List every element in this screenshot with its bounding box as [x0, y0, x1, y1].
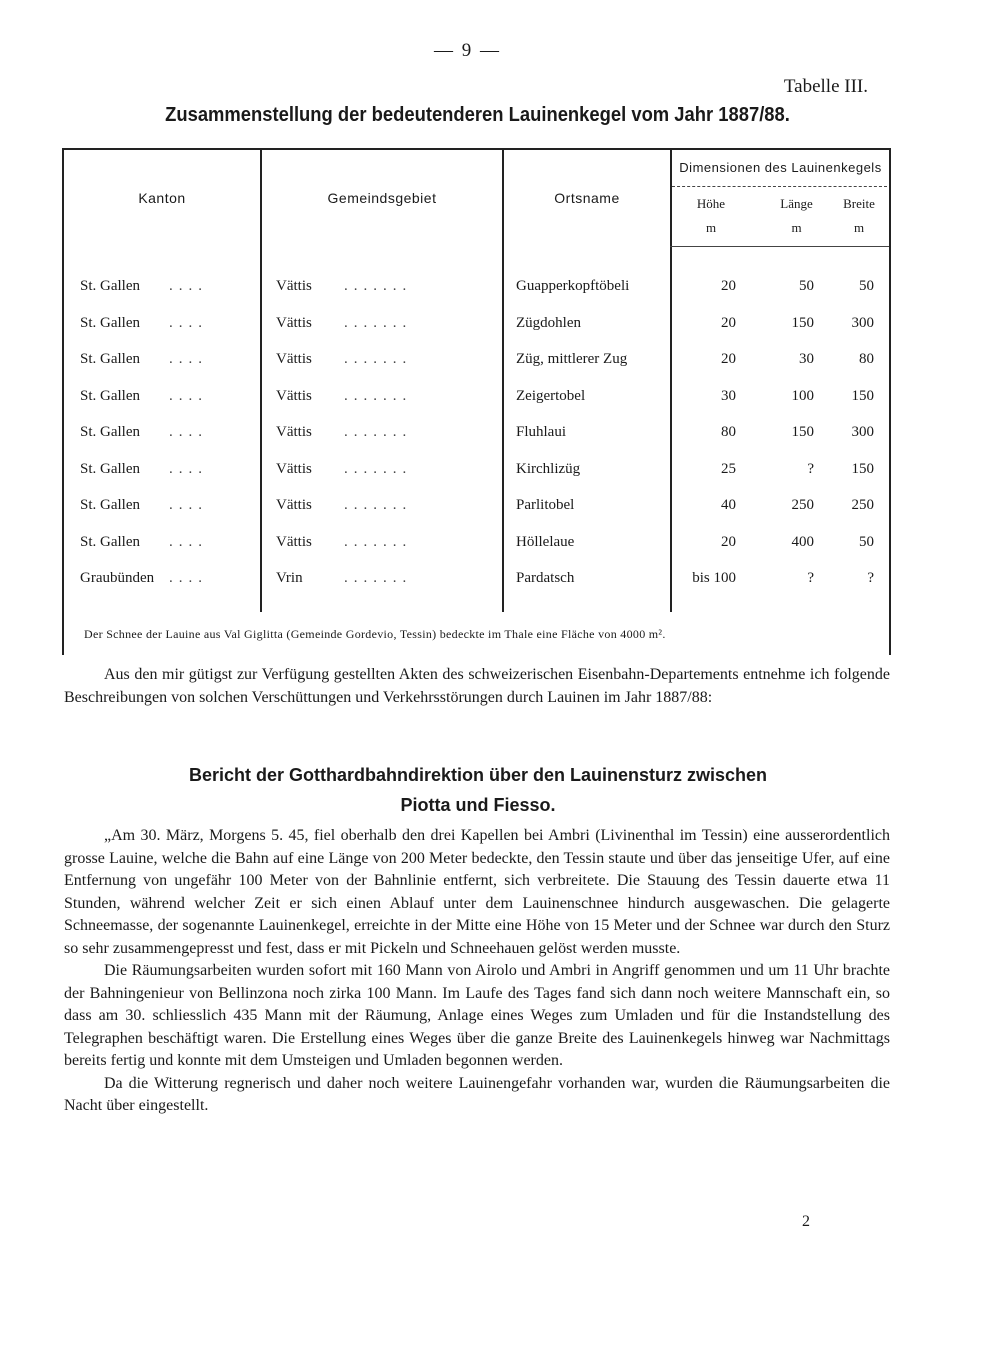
table-row: [64, 461, 889, 491]
leader-dots: .......: [344, 497, 413, 513]
header-breite: Breite: [843, 196, 875, 211]
cell-gemeinde: Vättis: [276, 424, 312, 440]
cell-kanton: St. Gallen: [80, 533, 140, 550]
cell-ortsname: Kirchlizüg: [516, 460, 581, 477]
cell-kanton: St. Gallen: [80, 497, 140, 513]
table-row: [64, 351, 889, 381]
table-row: [64, 570, 889, 600]
cell-ortsname: Zügdohlen: [516, 314, 581, 331]
page-number: — 9 —: [434, 40, 501, 61]
header-laenge-unit: m: [791, 220, 802, 235]
cell-kanton: St. Gallen: [80, 351, 140, 367]
leader-dots: .......: [344, 570, 413, 586]
table-label: Tabelle III.: [783, 76, 868, 97]
leader-dots: ....: [169, 533, 208, 550]
cell-gemeinde: Vättis: [276, 460, 312, 477]
header-breite-unit: m: [853, 220, 865, 235]
cell-hoehe: 20: [721, 351, 736, 367]
cell-breite: 50: [859, 533, 874, 550]
header-divider: [670, 246, 889, 247]
leader-dots: .......: [344, 387, 413, 404]
report-body: [64, 825, 890, 1118]
header-hoehe: Höhe: [696, 196, 726, 211]
cell-kanton: St. Gallen: [80, 460, 140, 477]
cell-gemeinde: Vättis: [276, 314, 312, 331]
cell-ortsname: Parlitobel: [516, 497, 575, 513]
cell-hoehe: 20: [721, 533, 736, 550]
header-ortsname: Ortsname: [554, 190, 620, 206]
table-row: [64, 497, 889, 527]
leader-dots: .......: [344, 278, 413, 294]
cell-laenge: 150: [791, 314, 814, 331]
cell-kanton: St. Gallen: [80, 278, 140, 294]
leader-dots: ....: [169, 278, 208, 294]
report-paragraph: Da die Witterung regnerisch und daher noch weitere Lauinengefahr vorhanden war, wurden die Räumungsarbeiten die Nacht über eingestellt.: [64, 1074, 890, 1114]
cell-ortsname: Zeigertobel: [516, 387, 586, 404]
report-paragraph: „Am 30. März, Morgens 5. 45, fiel oberhalb den drei Kapellen bei Ambri (Livinenthal im Tessin) eine ausserordentlich grosse Lauine, welche die Bahn auf eine Länge von 200 Meter bedeckte, den Tessin staute und über das jenseitige Ufer, auf eine Entfernung von ungefähr 100 Meter von der Bahnlinie entfernt, sich verbreitete. Die Stauung des Tessin dauerte etwa 11 Stunden, während welcher Zeit er sich einen Ablauf unter dem Lauinenschnee hindurch ausgewaschen. Die gelagerte Schneemasse, der sogenannte Lauinenkegel, erreichte in der Mitte eine Höhe von 15 Meter und der Schnee war durch den Sturz so sehr zusammengepresst und fest, dass er mit Pickeln und Schneehauen gelöst werden musste.: [64, 827, 890, 957]
cell-hoehe: 40: [721, 497, 736, 513]
cell-gemeinde: Vrin: [276, 570, 303, 586]
header-gemeinde: Gemeindsgebiet: [327, 190, 437, 206]
cell-breite: 300: [851, 424, 874, 440]
cell-gemeinde: Vättis: [276, 351, 312, 367]
section-title-line-2: Piotta und Fiesso.: [400, 795, 556, 815]
cell-hoehe: 80: [721, 424, 736, 440]
cell-breite: 300: [851, 314, 874, 331]
leader-dots: .......: [344, 533, 413, 550]
header-hoehe-unit: m: [705, 220, 717, 235]
report-paragraph: Die Räumungsarbeiten wurden sofort mit 160 Mann von Airolo und Ambri in Angriff genommen und um 11 Uhr brachte der Bahningenieur von Bellinzona noch zirka 100 Mann. Im Laufe des Tages fand sich dann noch weitere Mannschaft ein, so dass am 30. schliesslich 435 Mann mit der Räumung, Anlage eines Weges zum Umladen und für die Instandstellung des Telegraphen beschäftigt waren. Die Erstellung eines Weges über die ganze Breite des Lauinenkegels hinweg war Nachmittags bereits fertig und konnte mit dem Umsteigen und Umladen begonnen werden.: [64, 962, 890, 1069]
intro-paragraph: [64, 664, 890, 709]
cell-laenge: 400: [791, 533, 814, 550]
cell-kanton: St. Gallen: [80, 314, 140, 331]
cell-ortsname: Fluhlaui: [516, 424, 567, 440]
header-dimensionen: Dimensionen des Lauinenkegels: [679, 160, 882, 175]
table-row: [64, 315, 889, 345]
intro-text: Aus den mir gütigst zur Verfügung gestellten Akten des schweizerischen Eisenbahn-Departements entnehme ich folgende Beschreibungen von solchen Verschüttungen und Verkehrsstörungen durch Lauinen im Jahr 1887/88:: [64, 666, 890, 706]
cell-kanton: St. Gallen: [80, 424, 140, 440]
table-footnote: Der Schnee der Lauine aus Val Giglitta (Gemeinde Gordevio, Tessin) bedeckte im Thale eine Fläche von 4000 m².: [84, 627, 666, 641]
cell-breite: 250: [851, 497, 874, 513]
header-kanton: Kanton: [138, 190, 186, 206]
leader-dots: .......: [344, 314, 413, 331]
avalanche-table: [62, 148, 891, 655]
cell-breite: 80: [859, 351, 874, 367]
cell-laenge: 100: [791, 387, 814, 404]
cell-gemeinde: Vättis: [276, 387, 312, 404]
section-title-line-1: Bericht der Gotthardbahndirektion über den Lauinensturz zwischen: [188, 765, 768, 785]
leader-dots: ....: [169, 460, 208, 477]
cell-laenge: 50: [799, 278, 814, 294]
cell-ortsname: Pardatsch: [516, 570, 575, 586]
cell-hoehe: 20: [721, 278, 736, 294]
cell-gemeinde: Vättis: [276, 497, 312, 513]
cell-hoehe: 30: [721, 387, 736, 404]
cell-breite: 50: [859, 278, 874, 294]
cell-laenge: ?: [807, 460, 814, 477]
cell-laenge: 30: [799, 351, 814, 367]
leader-dots: .......: [344, 424, 413, 440]
table-title: Zusammenstellung der bedeutenderen Lauinenkegel vom Jahr 1887/88.: [165, 104, 790, 126]
cell-breite: 150: [851, 460, 874, 477]
table-row: [64, 534, 889, 564]
table-row: [64, 424, 889, 454]
cell-kanton: St. Gallen: [80, 387, 140, 404]
leader-dots: ....: [169, 497, 208, 513]
cell-gemeinde: Vättis: [276, 278, 312, 294]
leader-dots: ....: [169, 387, 208, 404]
leader-dots: .......: [344, 460, 413, 477]
header-laenge: Länge: [780, 196, 813, 211]
table-row: [64, 388, 889, 418]
table-row: [64, 278, 889, 308]
cell-ortsname: Höllelaue: [516, 533, 575, 550]
leader-dots: ....: [169, 424, 208, 440]
section-title: [60, 760, 896, 820]
header-divider: [672, 186, 887, 187]
leader-dots: ....: [169, 351, 208, 367]
cell-laenge: ?: [807, 570, 814, 586]
sheet-number: 2: [802, 1213, 810, 1230]
leader-dots: ....: [169, 314, 208, 331]
cell-hoehe: 20: [721, 314, 736, 331]
cell-hoehe: bis 100: [692, 570, 736, 586]
cell-breite: 150: [851, 387, 874, 404]
cell-ortsname: Züg, mittlerer Zug: [516, 351, 628, 367]
cell-hoehe: 25: [721, 460, 736, 477]
leader-dots: ....: [169, 570, 208, 586]
cell-breite: ?: [867, 570, 874, 586]
cell-laenge: 150: [791, 424, 814, 440]
cell-laenge: 250: [791, 497, 814, 513]
cell-gemeinde: Vättis: [276, 533, 312, 550]
cell-kanton: Graubünden: [80, 570, 155, 586]
leader-dots: .......: [344, 351, 413, 367]
cell-ortsname: Guapperkopftöbeli: [516, 278, 630, 294]
